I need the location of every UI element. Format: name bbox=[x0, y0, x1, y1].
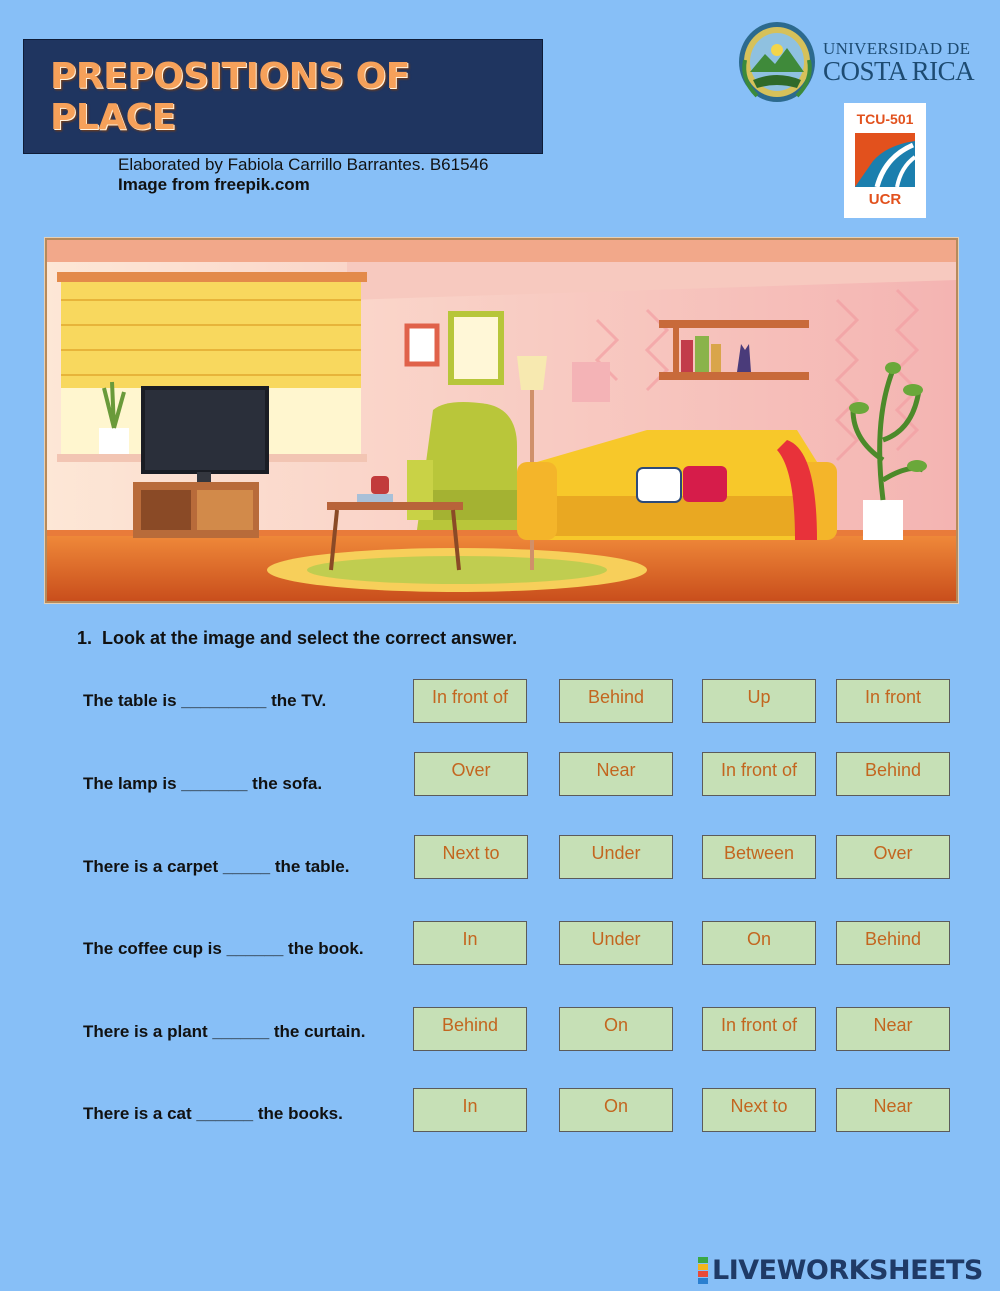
question-3-option-2[interactable]: Under bbox=[559, 835, 673, 879]
question-1-option-2[interactable]: Behind bbox=[559, 679, 673, 723]
question-4-option-3[interactable]: On bbox=[702, 921, 816, 965]
tcu-code: TCU-501 bbox=[856, 111, 914, 127]
university-name-line1: UNIVERSIDAD DE bbox=[823, 39, 971, 58]
question-6-option-1[interactable]: In bbox=[413, 1088, 527, 1132]
question-4-option-4[interactable]: Behind bbox=[836, 921, 950, 965]
question-5-option-1[interactable]: Behind bbox=[413, 1007, 527, 1051]
question-6-option-2[interactable]: On bbox=[559, 1088, 673, 1132]
living-room-illustration bbox=[45, 238, 958, 603]
living-room-scene bbox=[47, 240, 956, 601]
liveworksheets-logo bbox=[698, 1253, 983, 1287]
question-1: The table is _________ the TV. bbox=[83, 691, 327, 710]
question-3: There is a carpet _____ the table. bbox=[83, 857, 350, 876]
question-4-option-1[interactable]: In bbox=[413, 921, 527, 965]
image-credit: Image from freepik.com bbox=[118, 175, 310, 194]
question-2-option-1[interactable]: Over bbox=[414, 752, 528, 796]
page-title: PREPOSITIONS OF PLACE bbox=[50, 56, 410, 138]
liveworksheets-brand: LIVEWORKSHEETS bbox=[712, 1254, 983, 1286]
question-2-option-2[interactable]: Near bbox=[559, 752, 673, 796]
author-credit: Elaborated by Fabiola Carrillo Barrantes. B61546 bbox=[118, 155, 489, 174]
question-5-option-2[interactable]: On bbox=[559, 1007, 673, 1051]
tcu-logo bbox=[844, 103, 926, 218]
question-2-option-3[interactable]: In front of bbox=[702, 752, 816, 796]
question-1-option-1[interactable]: In front of bbox=[413, 679, 527, 723]
question-3-option-3[interactable]: Between bbox=[702, 835, 816, 879]
exercise-instruction-text: Look at the image and select the correct answer. bbox=[102, 628, 518, 648]
tcu-emblem-icon bbox=[853, 131, 917, 189]
exercise-number: 1. bbox=[77, 628, 93, 648]
tcu-short: UCR bbox=[868, 191, 902, 208]
question-5-option-4[interactable]: Near bbox=[836, 1007, 950, 1051]
liveworksheets-blocks-icon bbox=[698, 1257, 708, 1284]
question-5-option-3[interactable]: In front of bbox=[702, 1007, 816, 1051]
university-name-line2: COSTA RICA bbox=[823, 56, 975, 86]
question-3-option-1[interactable]: Next to bbox=[414, 835, 528, 879]
question-2-option-4[interactable]: Behind bbox=[836, 752, 950, 796]
question-4: The coffee cup is ______ the book. bbox=[83, 939, 364, 958]
question-6-option-4[interactable]: Near bbox=[836, 1088, 950, 1132]
question-2: The lamp is _______ the sofa. bbox=[83, 774, 323, 793]
question-6: There is a cat ______ the books. bbox=[83, 1104, 343, 1123]
question-3-option-4[interactable]: Over bbox=[836, 835, 950, 879]
university-seal-icon bbox=[737, 20, 817, 104]
question-1-option-4[interactable]: In front bbox=[836, 679, 950, 723]
exercise-instruction bbox=[77, 628, 517, 649]
question-1-option-3[interactable]: Up bbox=[702, 679, 816, 723]
coffee-cup bbox=[371, 476, 389, 494]
question-4-option-2[interactable]: Under bbox=[559, 921, 673, 965]
question-5: There is a plant ______ the curtain. bbox=[83, 1022, 366, 1041]
question-6-option-3[interactable]: Next to bbox=[702, 1088, 816, 1132]
title-banner bbox=[23, 39, 543, 154]
university-name bbox=[823, 40, 974, 85]
